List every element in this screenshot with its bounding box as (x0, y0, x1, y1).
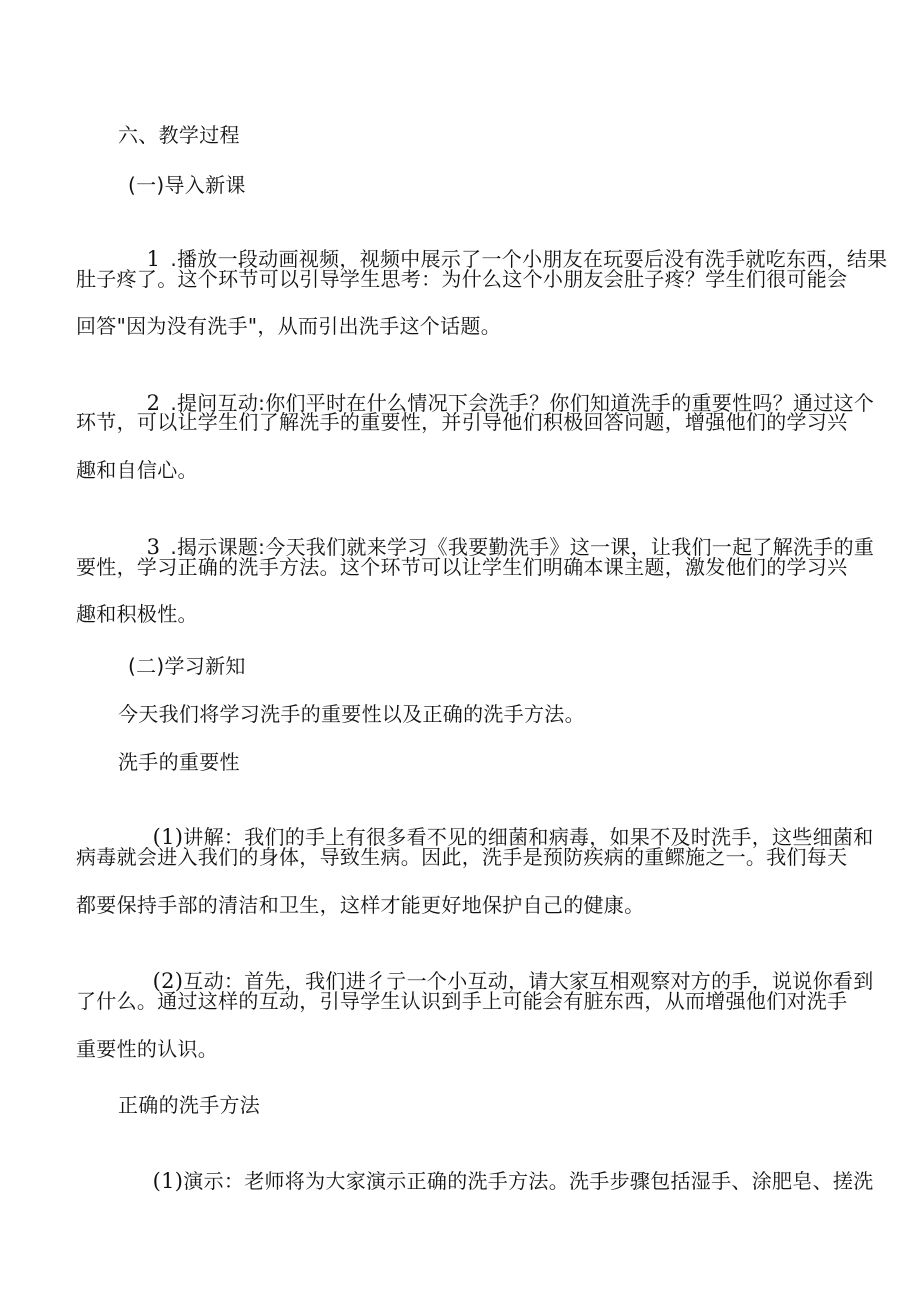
list-item-number: (1) (152, 1169, 184, 1193)
list-item-number: 1 (146, 247, 161, 271)
paragraph-text: 要性，学习正确的洗手方法。这个环节可以让学生们明确本课主题，激发他们的学习兴 (76, 555, 848, 579)
paragraph-text: 病毒就会进入我们的身体，导致生病。因此，洗手是预防疾病的重鳏施之一。我们每天 (76, 845, 848, 869)
paragraph-text: 趣和积极性。 (76, 602, 198, 626)
list-item-number: (2) (152, 969, 184, 993)
part2-heading: (二)学习新知 (128, 654, 246, 678)
paragraph-text: 讲解：我们的手上有很多看不见的细菌和病毒，如果不及时洗手，这些细菌和 (183, 825, 874, 849)
paragraph-text: .揭示课题:今天我们就来学习《我要勤洗手》这一课，让我们一起了解洗手的重 (170, 535, 875, 559)
section-heading: 六、教学过程 (118, 123, 240, 147)
list-item-demo-line-1 (126, 1139, 874, 1223)
paragraph-text: 肚子疼了。这个环节可以引导学生思考：为什么这个小朋友会肚子疼？学生们很可能会 (76, 267, 848, 291)
part1-heading: (一)导入新课 (128, 173, 246, 197)
paragraph-text: 环节，可以让学生们了解洗手的重要性，并引导他们积极回答问题，增强他们的学习兴 (76, 410, 848, 434)
paragraph-text: 演示：老师将为大家演示正确的洗手方法。洗手步骤包括湿手、涂肥皂、搓洗 (183, 1169, 874, 1193)
paragraph-text: 互动：首先，我们进彳亍一个小互动，请大家互相观察对方的手，说说你看到 (183, 969, 874, 993)
list-item-number: 2 (146, 391, 161, 415)
paragraph-text: .提问互动:你们平时在什么情况下会洗手？你们知道洗手的重要性吗？通过这个 (170, 391, 875, 415)
part2-intro: 今天我们将学习洗手的重要性以及正确的洗手方法。 (118, 702, 585, 726)
subsection-title: 洗手的重要性 (118, 750, 240, 774)
list-item-number: 3 (146, 535, 161, 559)
subsection-title: 正确的洗手方法 (118, 1093, 261, 1117)
paragraph-text: .播放一段动画视频，视频中展示了一个小朋友在玩耍后没有洗手就吃东西，结果 (170, 247, 888, 271)
paragraph-text: 都要保持手部的清洁和卫生，这样才能更好地保护自己的健康。 (76, 893, 645, 917)
list-item-number: (1) (152, 825, 184, 849)
paragraph-text: 回答"因为没有洗手"，从而引出洗手这个话题。 (76, 314, 501, 338)
paragraph-text: 了什么。通过这样的互动，引导学生认识到手上可能会有脏东西，从而增强他们对洗手 (76, 989, 848, 1013)
paragraph-text: 重要性的认识。 (76, 1037, 219, 1061)
paragraph-text: 趣和自信心。 (76, 458, 198, 482)
